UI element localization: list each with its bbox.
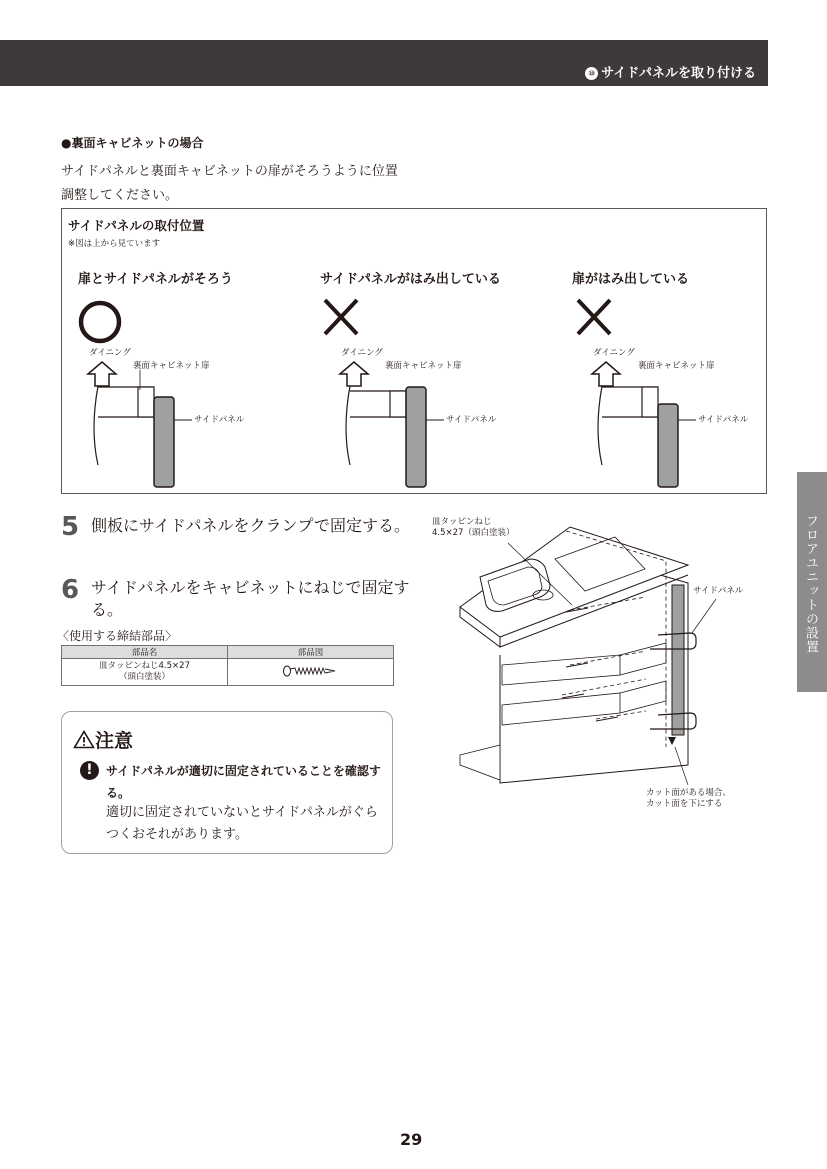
top-view-figure-aligned xyxy=(70,290,300,490)
ng-cross-icon xyxy=(325,300,357,334)
arrow-up-icon xyxy=(340,362,368,386)
top-view-figure-door-protrudes xyxy=(572,290,767,490)
installation-illustration xyxy=(420,515,760,815)
arrow-up-icon xyxy=(88,362,116,386)
side-panel-shape xyxy=(154,397,174,487)
header-bar xyxy=(0,40,768,86)
screw-icon xyxy=(281,665,341,677)
caution-instruction: サイドパネルが適切に固定されていることを確認する。 xyxy=(106,764,381,800)
part-name: 皿タッピンねじ4.5×27 （頭白塗装） xyxy=(62,659,228,686)
side-panel-shape xyxy=(406,387,426,487)
arrow-up-icon xyxy=(592,362,620,386)
caution-detail: 適切に固定されていないとサイドパネルがぐらつくおそれがあります。 xyxy=(106,805,378,842)
exclamation-icon: ! xyxy=(80,761,99,780)
label-door: 裏面キャビネット扉 xyxy=(133,361,210,371)
step-number: 5 xyxy=(61,512,80,542)
parts-label: 〈使用する締結部品〉 xyxy=(57,629,178,643)
part-figure xyxy=(228,659,394,686)
ng-cross-icon xyxy=(578,300,610,334)
table-row xyxy=(62,659,394,686)
step-text: サイドパネルをキャビネットにねじで固定する。 xyxy=(91,578,410,619)
section-intro: サイドパネルと裏面キャビネットの扉がそろうように位置調整してください。 xyxy=(61,164,398,203)
label-dining: ダイニング xyxy=(89,348,131,358)
parts-header-name: 部品名 xyxy=(62,646,228,659)
panel-callout: サイドパネル xyxy=(693,586,744,596)
label-panel: サイドパネル xyxy=(698,415,749,425)
section-number-badge: ⑩ xyxy=(585,67,598,80)
side-panel-shape xyxy=(672,585,684,735)
column-title-panel-protrudes: サイドパネルがはみ出している xyxy=(320,272,501,287)
page-number: 29 xyxy=(400,1130,423,1149)
caution-title: 注意 xyxy=(73,726,133,753)
label-door: 裏面キャビネット扉 xyxy=(385,361,462,371)
label-panel: サイドパネル xyxy=(446,415,497,425)
side-panel-shape xyxy=(658,404,678,487)
screw-callout: 皿タッピンねじ 4.5×27（頭白塗装） xyxy=(432,517,515,538)
step-text: 側板にサイドパネルをクランプで固定する。 xyxy=(91,516,411,535)
column-title-aligned: 扉とサイドパネルがそろう xyxy=(78,272,233,287)
step-number: 6 xyxy=(61,575,80,605)
label-door: 裏面キャビネット扉 xyxy=(638,361,715,371)
mounting-position-title: サイドパネルの取付位置 xyxy=(68,218,205,233)
warning-triangle-icon xyxy=(73,730,95,749)
ok-circle-icon xyxy=(81,303,119,341)
column-title-door-protrudes: 扉がはみ出している xyxy=(572,272,690,287)
chapter-side-tab: フロアユニットの設置 xyxy=(797,472,827,692)
parts-table xyxy=(61,645,394,686)
label-panel: サイドパネル xyxy=(194,415,245,425)
parts-header-figure: 部品図 xyxy=(228,646,394,659)
top-view-figure-panel-protrudes xyxy=(320,290,550,490)
section-heading: ●裏面キャビネットの場合 xyxy=(61,136,204,150)
cut-face-callout: カット面がある場合、 カット面を下にする xyxy=(646,788,731,809)
page-section-title: ⑩ サイドパネルを取り付ける xyxy=(585,62,756,81)
label-dining: ダイニング xyxy=(341,348,383,358)
mounting-position-note: ※図は上から見ています xyxy=(68,239,161,249)
label-dining: ダイニング xyxy=(593,348,635,358)
